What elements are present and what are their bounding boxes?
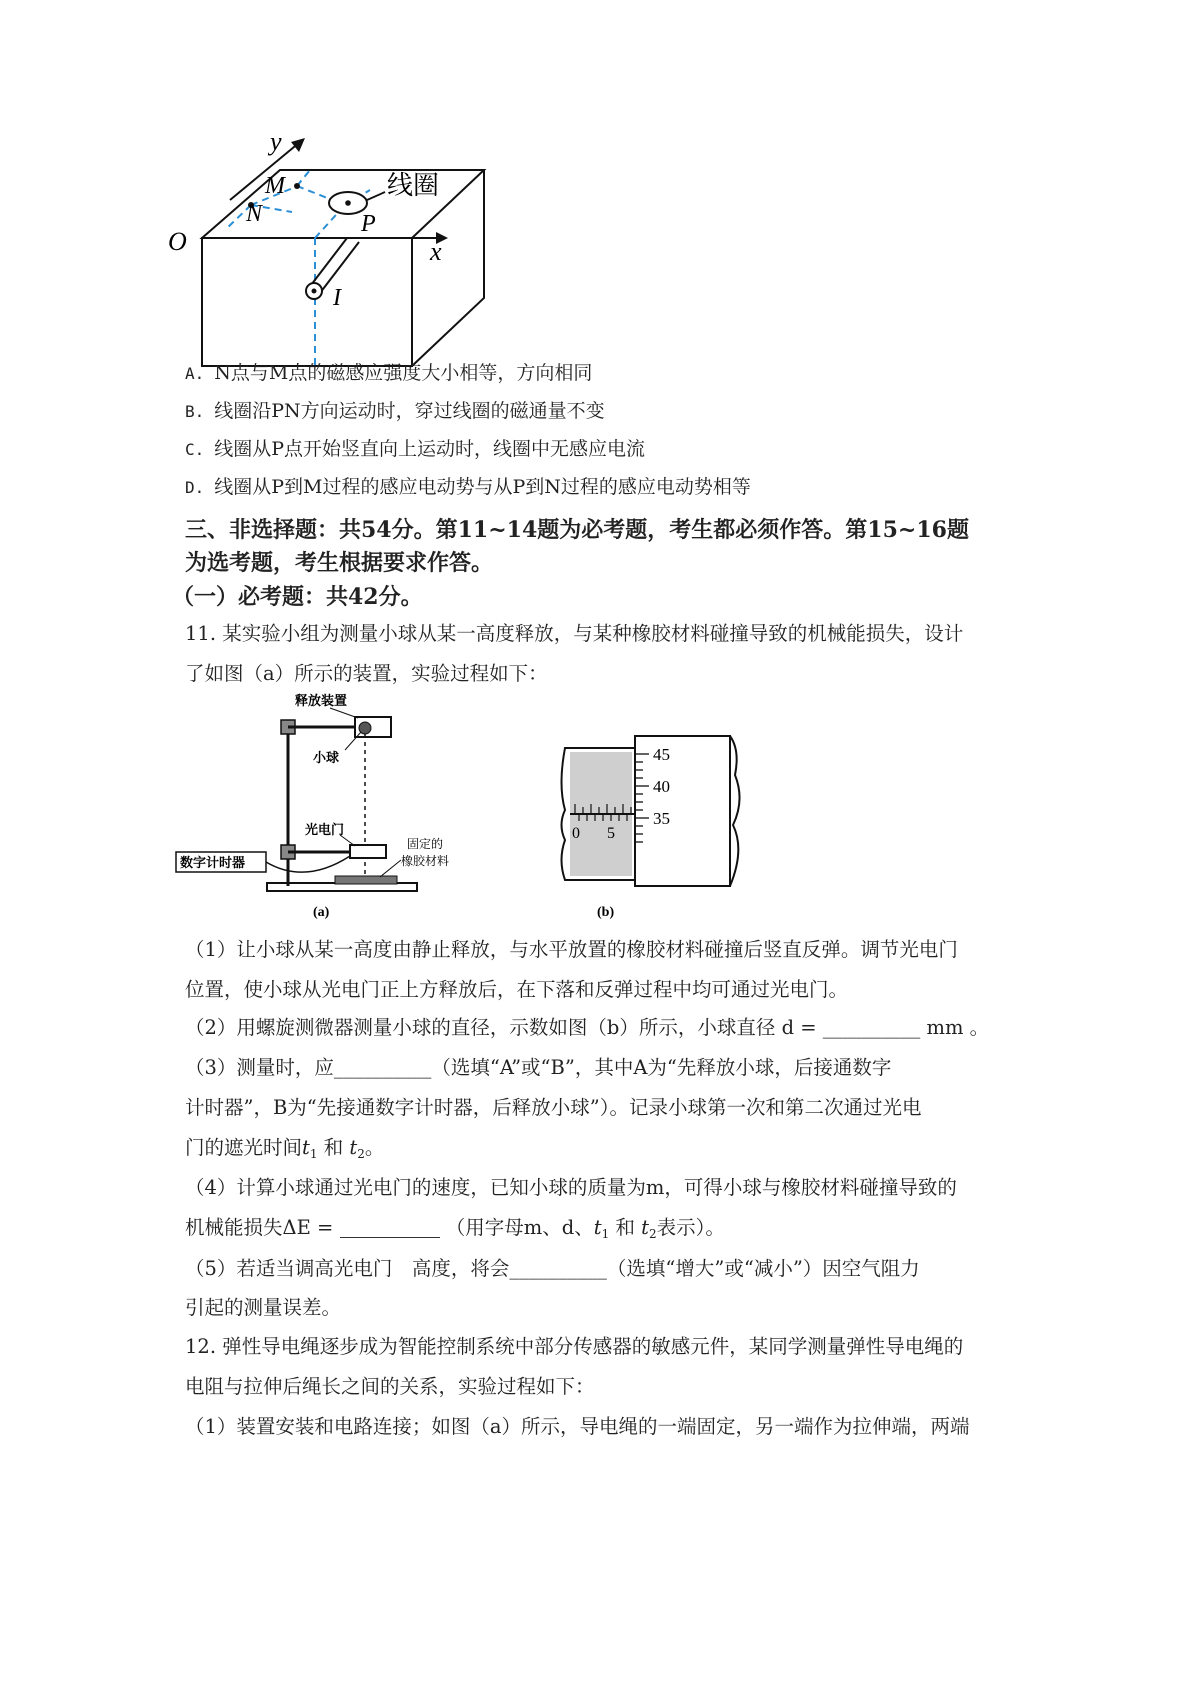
- q11-intro-line1: 11. 某实验小组为测量小球从某一高度释放，与某种橡胶材料碰撞导致的机械能损失，设计: [185, 622, 964, 645]
- label-N: N: [246, 201, 263, 227]
- q11-intro-line2: 了如图（a）所示的装置，实验过程如下：: [185, 662, 548, 685]
- label-digital-timer: 数字计时器: [180, 856, 246, 871]
- q11-part3-line1: （3）测量时，应__________（选填“A”或“B”，其中A为“先释放小球，后接通数字: [185, 1056, 892, 1079]
- option-b: B. 线圈沿PN方向运动时，穿过线圈的磁通量不变: [185, 400, 605, 422]
- magnetic-field-box-figure: [160, 120, 500, 385]
- q11-part3-line3: 门的遮光时间$t_1$ 和 $t_2$。: [185, 1136, 385, 1161]
- figure-b-caption: (b): [597, 905, 615, 920]
- label-I: I: [333, 285, 341, 311]
- label-rubber-1: 固定的: [407, 837, 444, 851]
- label-x: x: [430, 237, 442, 266]
- q11-part4-line1: （4）计算小球通过光电门的速度，已知小球的质量为m，可得小球与橡胶材料碰撞导致的: [185, 1176, 957, 1199]
- q12-line2: 电阻与拉伸后绳长之间的关系，实验过程如下：: [185, 1375, 595, 1398]
- q11-part5-line1: （5）若适当调高光电门 高度，将会__________（选填“增大”或“减小”）因空气阻力: [185, 1257, 920, 1280]
- figure-b-micrometer: [555, 730, 815, 930]
- thimble-tick-40: 40: [653, 777, 670, 796]
- answer-blank-energy-loss[interactable]: [340, 1217, 440, 1238]
- q11-part3-line2: 计时器”，B为“先接通数字计时器，后释放小球”）。记录小球第一次和第二次通过光电: [185, 1096, 922, 1119]
- option-c: C. 线圈从P点开始竖直向上运动时，线圈中无感应电流: [185, 438, 646, 460]
- q11-part1-line2: 位置，使小球从光电门正上方释放后，在下落和反弹过程中均可通过光电门。: [185, 978, 849, 1001]
- thimble-tick-35: 35: [653, 809, 670, 828]
- label-P: P: [361, 211, 376, 237]
- q12-line3: （1）装置安装和电路连接；如图（a）所示，导电绳的一端固定，另一端作为拉伸端，两端: [185, 1415, 970, 1438]
- q12-line1: 12. 弹性导电绳逐步成为智能控制系统中部分传感器的敏感元件，某同学测量弹性导电绳的: [185, 1335, 964, 1358]
- q11-part2: （2）用螺旋测微器测量小球的直径，示数如图（b）所示，小球直径 d = __________ mm 。: [185, 1016, 990, 1039]
- q11-part4-line2: 机械能损失ΔE = （用字母m、d、$t_1$ 和 $t_2$表示）。: [185, 1216, 725, 1241]
- q11-part1-line1: （1）让小球从某一高度由静止释放，与水平放置的橡胶材料碰撞后竖直反弹。调节光电门: [185, 938, 958, 961]
- option-d: D. 线圈从P到M过程的感应电动势与从P到N过程的感应电动势相等: [185, 476, 751, 498]
- figure-a-apparatus: [175, 690, 485, 922]
- label-rubber-2: 橡胶材料: [401, 854, 450, 868]
- section3-subheading: （一）必考题：共42分。: [172, 584, 423, 610]
- label-M: M: [265, 173, 285, 199]
- label-photogate: 光电门: [305, 823, 345, 838]
- thimble-tick-45: 45: [653, 745, 670, 764]
- label-y: y: [270, 127, 282, 156]
- label-ball: 小球: [313, 751, 340, 766]
- sleeve-label-0: 0: [572, 825, 580, 842]
- option-a: A. N点与M点的磁感应强度大小相等，方向相同: [185, 362, 593, 384]
- label-O: O: [168, 227, 187, 256]
- label-coil: 线圈: [387, 171, 440, 201]
- figure-a-caption: (a): [313, 905, 330, 920]
- sleeve-label-5: 5: [607, 825, 615, 842]
- section3-heading-line1: 三、非选择题：共54分。第11~14题为必考题，考生都必须作答。第15~16题: [185, 517, 969, 543]
- section3-heading-line2: 为选考题，考生根据要求作答。: [185, 550, 494, 576]
- label-release-device: 释放装置: [295, 694, 348, 709]
- q11-part5-line2: 引起的测量误差。: [185, 1296, 342, 1319]
